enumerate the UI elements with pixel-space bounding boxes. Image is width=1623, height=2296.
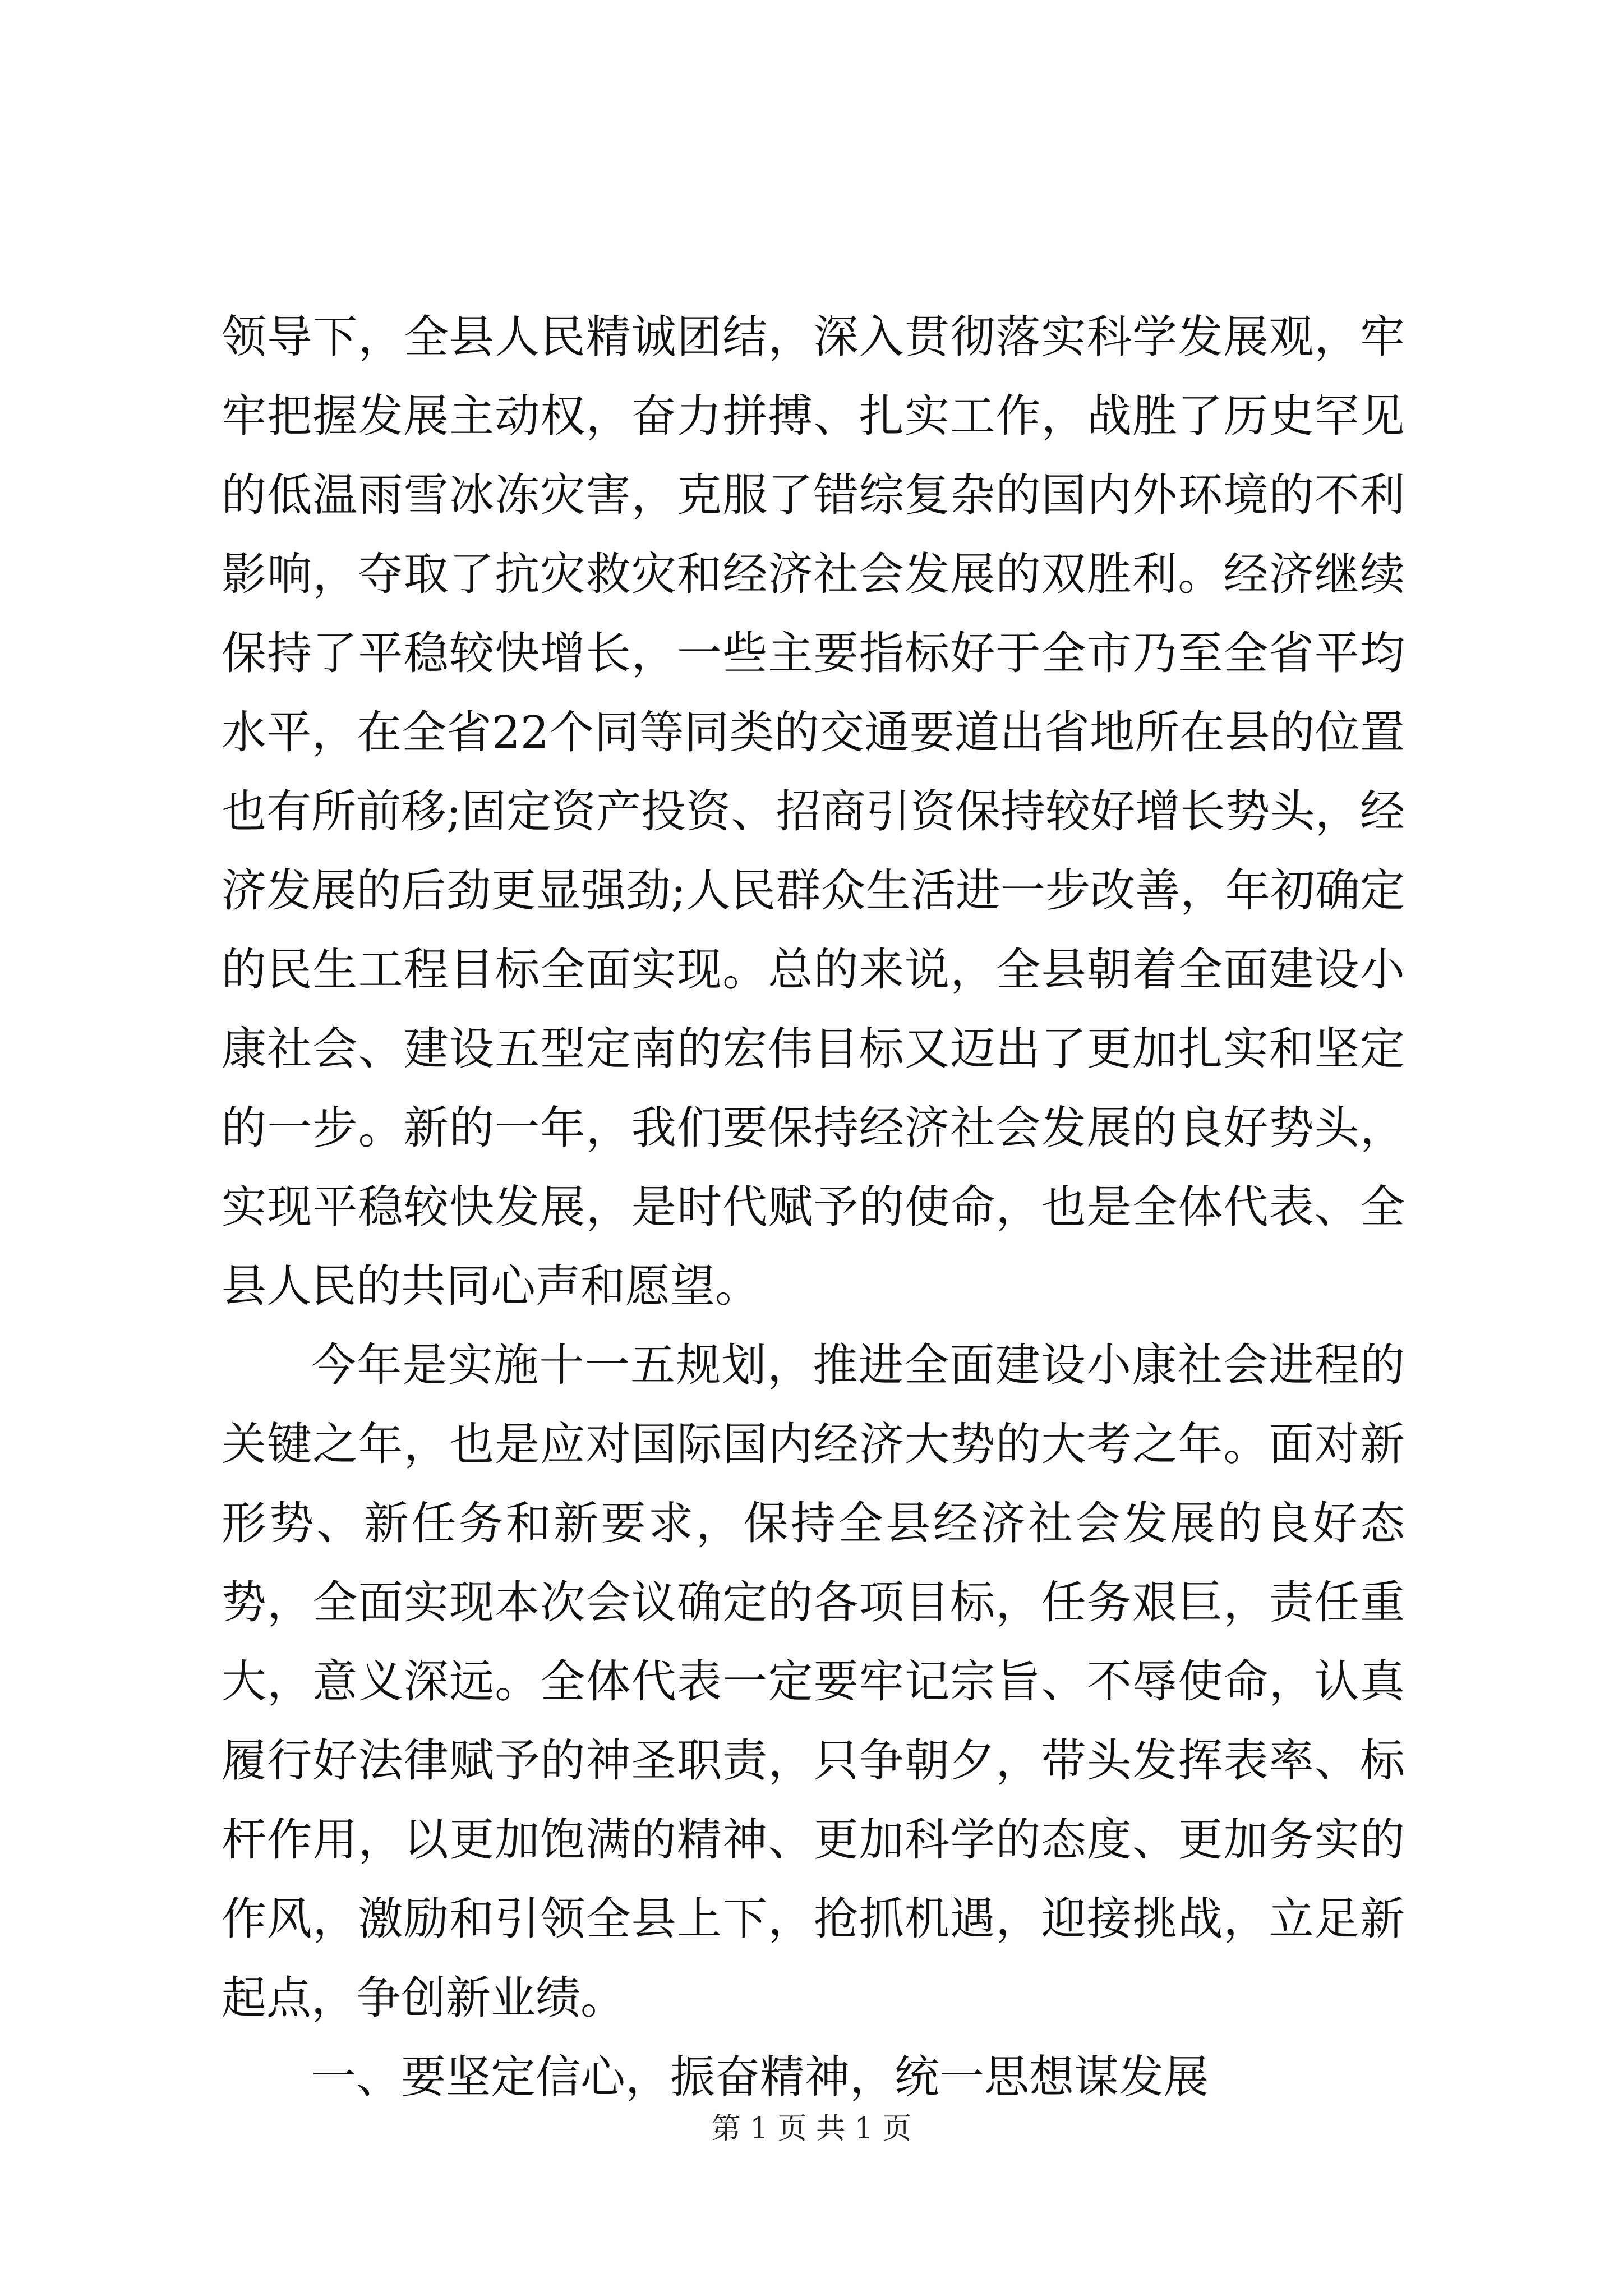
document-body (222, 297, 1405, 2116)
page-footer: 第 1 页 共 1 页 (711, 2112, 912, 2146)
section-heading: 一、要坚定信心，振奋精神，统一思想谋发展 (311, 2051, 1209, 2103)
body-paragraph-2: 今年是实施十一五规划，推进全面建设小康社会进程的关键之年，也是应对国际国内经济大势的大考之年。面对新形势、新任务和新要求，保持全县经济社会发展的良好态势，全面实现本次会议确定的各项目标，任务艰巨，责任重大，意义深远。全体代表一定要牢记宗旨、不辱使命，认真履行好法律赋予的神圣职责，只争朝夕，带头发挥表率、标杆作用，以更加饱满的精神、更加科学的态度、更加务实的作风，激励和引领全县上下，抢抓机遇，迎接挑战，立足新起点，争创新业绩。 (222, 1339, 1405, 2024)
body-paragraph-1: 领导下，全县人民精诚团结，深入贯彻落实科学发展观，牢牢把握发展主动权，奋力拼搏、扎实工作，战胜了历史罕见的低温雨雪冰冻灾害，克服了错综复杂的国内外环境的不利影响，夺取了抗灾救灾和经济社会发展的双胜利。经济继续保持了平稳较快增长，一些主要指标好于全市乃至全省平均水平，在全省22个同等同类的交通要道出省地所在县的位置也有所前移;固定资产投资、招商引资保持较好增长势头，经济发展的后劲更显强劲;人民群众生活进一步改善，年初确定的民生工程目标全面实现。总的来说，全县朝着全面建设小康社会、建设五型定南的宏伟目标又迈出了更加扎实和坚定的一步。新的一年，我们要保持经济社会发展的良好势头，实现平稳较快发展，是时代赋予的使命，也是全体代表、全县人民的共同心声和愿望。 (222, 311, 1405, 1312)
